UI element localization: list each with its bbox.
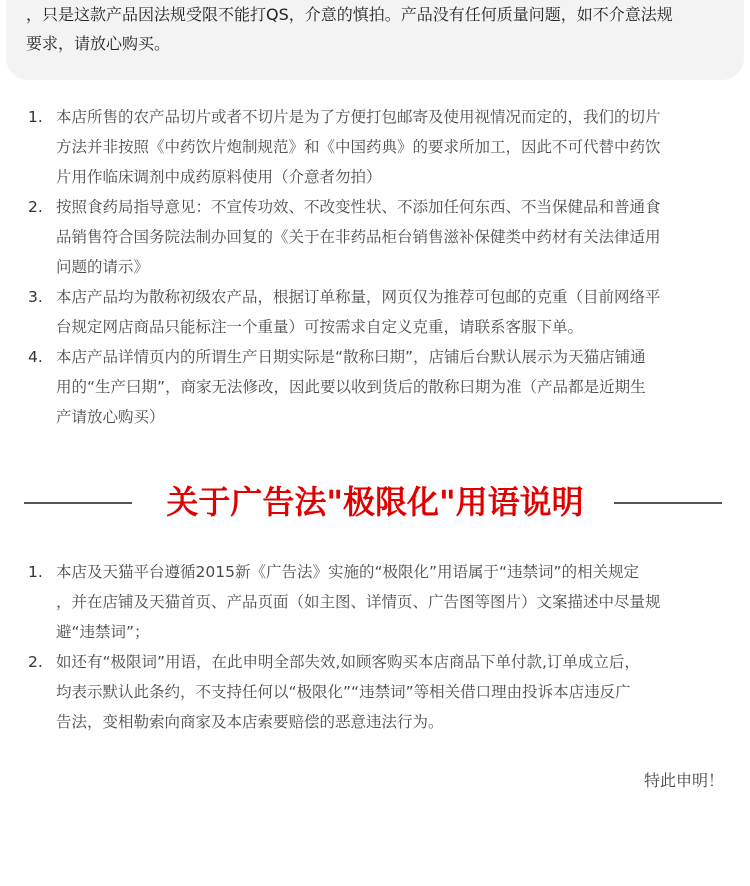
item-line: 本店所售的农产品切片或者不切片是为了方便打包邮寄及使用视情况而定的，我们的切片 [56,108,661,126]
closing-statement: 特此申明！ [643,771,724,790]
item-line: ，并在店铺及天猫首页、产品页面（如主图、详情页、广告图等图片）文案描述中尽量规 [56,593,661,611]
item-line: 避“违禁词”； [56,623,150,641]
item-number: 4. [28,348,43,366]
list-item [28,647,728,737]
notice-line: 要求，请放心购买。 [26,34,171,53]
list-item [28,282,728,342]
item-line: 均表示默认此条约，不支持任何以“极限化”“违禁词”等相关借口理由投诉本店违反广 [56,683,631,701]
item-line: 本店产品详情页内的所谓生产日期实际是“散称曰期”，店铺后台默认展示为天猫店铺通 [56,348,646,366]
item-line: 方法并非按照《中药饮片炮制规范》和《中国药典》的要求所加工，因此不可代替中药饮 [56,138,661,156]
item-number: 3. [28,288,43,306]
item-number: 1. [28,563,43,581]
item-line: 本店产品均为散称初级农产品，根据订单称量，网页仅为推荐可包邮的克重（目前网络平 [56,288,661,306]
section-title: 关于广告法"极限化"用语说明 [166,483,584,521]
item-line: 告法，变相勒索向商家及本店索要赔偿的恶意违法行为。 [56,713,444,731]
list-item [28,192,728,282]
heading-divider-left [24,502,132,504]
item-line: 用的“生产曰期”，商家无法修改，因此要以收到货后的散称曰期为准（产品都是近期生 [56,378,646,396]
item-line: 品销售符合国务院法制办回复的《关于在非药品柜台销售滋补保健类中药材有关法律适用 [56,228,661,246]
item-line: 按照食药局指导意见：不宣传功效、不改变性状、不添加任何东西、不当保健品和普通食 [56,198,661,216]
item-line: 产请放心购买） [56,408,165,426]
section-heading [0,478,750,526]
heading-divider-right [614,502,722,504]
notice-text [26,0,726,58]
item-line: 片用作临床调剂中成药原料使用（介意者勿拍） [56,168,382,186]
item-line: 台规定网店商品只能标注一个重量）可按需求自定义克重，请联系客服下单。 [56,318,584,336]
item-number: 1. [28,108,43,126]
item-number: 2. [28,653,43,671]
item-line: 本店及天猫平台遵循2015新《广告法》实施的“极限化”用语属于“违禁词”的相关规定 [56,563,640,581]
ad-law-list [28,557,728,737]
list-item [28,557,728,647]
list-item [28,342,728,432]
disclaimer-list [28,102,728,432]
list-item [28,102,728,192]
item-number: 2. [28,198,43,216]
item-line: 问题的请示》 [56,258,150,276]
notice-line: ，只是这款产品因法规受限不能打QS，介意的慎拍。产品没有任何质量问题，如不介意法规 [26,5,673,24]
item-line: 如还有“极限词”用语，在此申明全部失效,如顾客购买本店商品下单付款,订单成立后， [56,653,640,671]
